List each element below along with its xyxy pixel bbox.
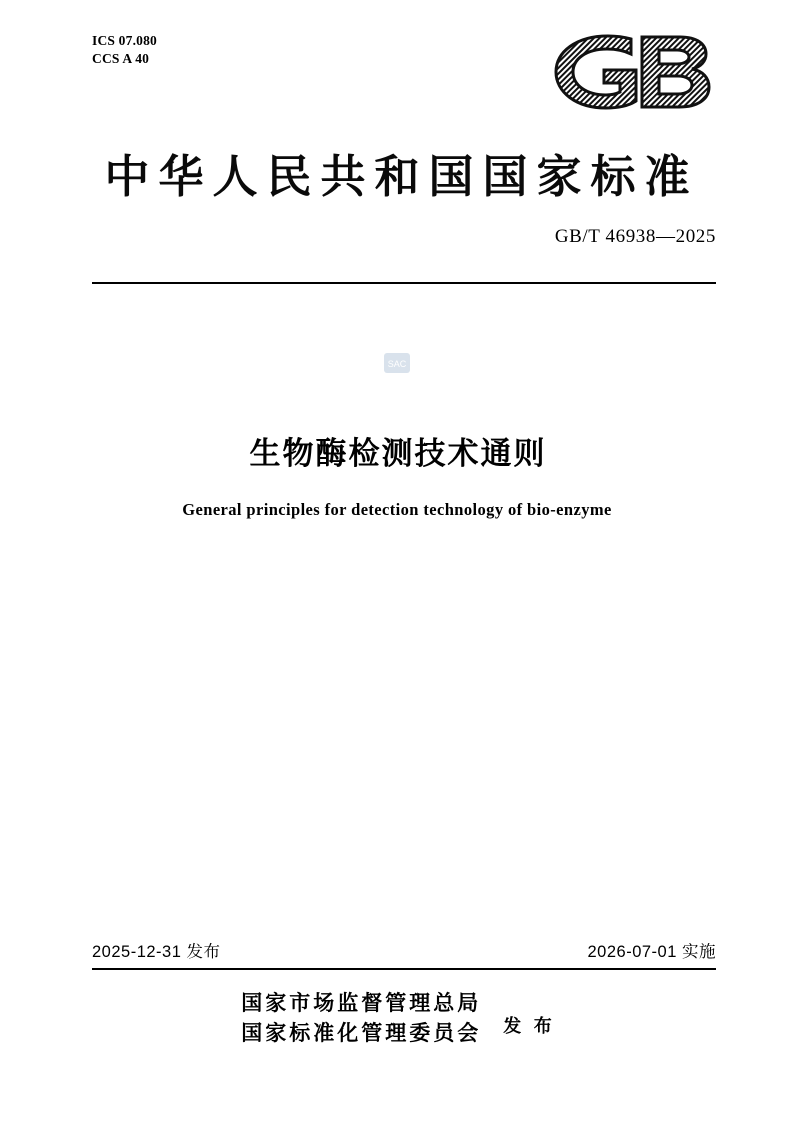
ics-code: ICS 07.080 — [92, 33, 158, 48]
page-title: 中华人民共和国国家标准 — [104, 152, 699, 202]
svg-text:SAC: SAC — [387, 359, 407, 369]
issuer-line-1: 国家市场监督管理总局 — [241, 991, 482, 1015]
document-title-english: General principles for detection technology of bio-enzyme — [182, 500, 612, 519]
date-row — [92, 938, 716, 962]
issuer-names — [238, 988, 481, 1049]
issuer-line-2: 国家标准化管理委员会 — [241, 1021, 482, 1046]
ccs-code: CCS A 40 — [92, 51, 150, 67]
implement-date: 2026-07-01 实施 — [587, 943, 716, 961]
issue-date: 2025-12-31 发布 — [92, 943, 221, 961]
issuer-publish-label: 发 布 — [503, 1016, 556, 1037]
divider-bottom — [92, 968, 716, 970]
sac-watermark-icon — [383, 350, 411, 376]
gb-logo-icon — [546, 28, 716, 116]
issuer-block — [0, 988, 794, 1049]
ics-ccs-block — [92, 32, 157, 68]
standard-number: GB/T 46938—2025 — [554, 226, 716, 247]
divider-top — [92, 282, 716, 284]
document-title-chinese: 生物酶检测技术通则 — [249, 436, 547, 471]
